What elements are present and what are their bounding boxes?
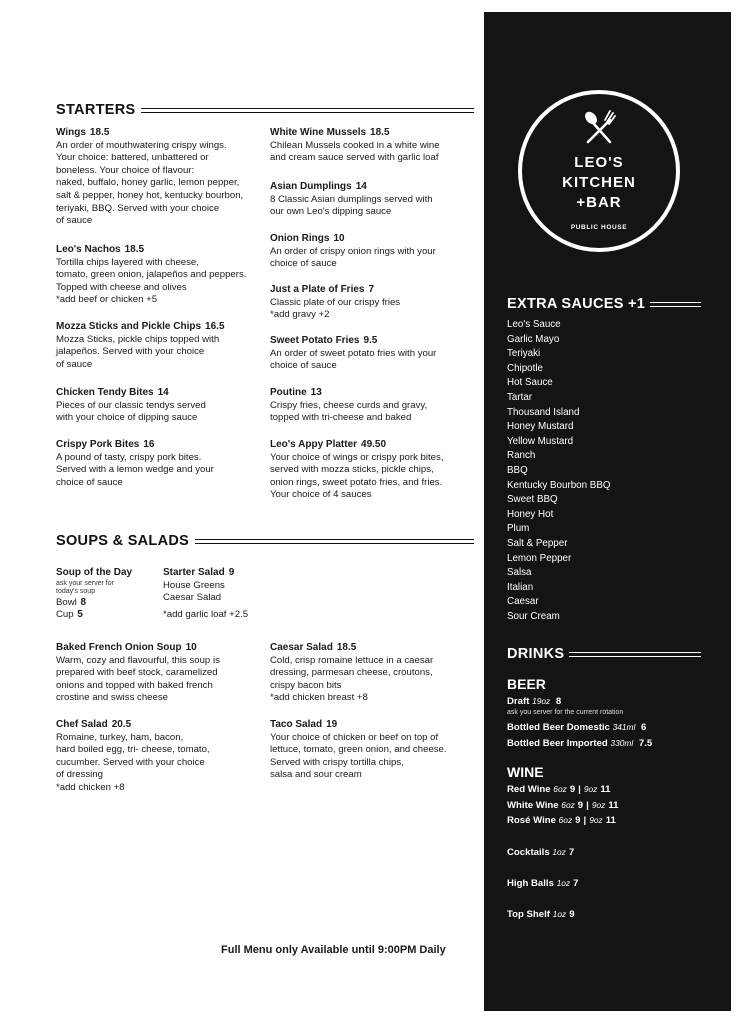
menu-item: [56, 642, 266, 705]
drink-price: 9: [569, 909, 575, 920]
item-line: Warm, cozy and flavourful, this soup is: [56, 654, 220, 666]
drink-price: 9: [575, 815, 581, 827]
logo: [518, 90, 680, 252]
sauce-item: Hot Sauce: [507, 377, 553, 389]
bottled-domestic: [507, 722, 646, 733]
item-add: *add garlic loaf +2.5: [163, 608, 249, 620]
item-name: Mozza Sticks and Pickle Chips: [56, 321, 202, 332]
item-note: today's soup: [56, 588, 96, 596]
item-price: 7: [368, 284, 375, 295]
item-name: Wings: [56, 127, 86, 138]
item-line: salt & pepper, honey hot, kentucky bourbon,: [56, 189, 244, 201]
sauce-item: Thousand Island: [507, 406, 580, 418]
item-price: 18.5: [370, 127, 390, 138]
sauces-title: EXTRA SAUCES +1: [507, 296, 646, 312]
item-name: Leo's Appy Platter: [270, 439, 358, 450]
drink-size: 330ml: [610, 738, 634, 748]
drink-price: 7.5: [638, 738, 653, 749]
item-price: 18.5: [124, 244, 145, 255]
cup-price: 5: [77, 609, 83, 621]
item-line: Mozza Sticks, pickle chips topped with: [56, 333, 220, 345]
item-line: Your choice of chicken or beef on top of: [270, 731, 439, 743]
item-name: Baked French Onion Soup: [56, 642, 182, 653]
item-note: ask your server for: [56, 579, 114, 587]
logo-line1: LEO'S: [574, 154, 624, 171]
drink-size: 6oz: [558, 815, 573, 826]
item-line: onion rings, sweet potato fries, and fries.: [270, 476, 443, 488]
price-separator: |: [586, 799, 589, 811]
heading-rule: [569, 652, 701, 657]
item-price: 9: [228, 567, 235, 578]
drink-price: 11: [608, 799, 619, 811]
item-line: cucumber. Served with your choice: [56, 756, 205, 768]
drink-item: [507, 878, 578, 889]
item-line: Crispy fries, cheese curds and gravy,: [270, 399, 428, 411]
item-line: An order of sweet potato fries with your: [270, 347, 437, 359]
drink-item: [507, 909, 575, 920]
item-line: served with mozza sticks, pickle chips,: [270, 464, 434, 476]
item-price: 20.5: [111, 719, 132, 730]
item-line: and cream sauce served with garlic loaf: [270, 152, 439, 164]
item-name: Crispy Pork Bites: [56, 439, 140, 450]
menu-item: [270, 181, 475, 219]
sauce-item: Ranch: [507, 450, 536, 462]
starters-heading: [56, 102, 474, 118]
item-line: naked, buffalo, honey garlic, lemon pepper,: [56, 177, 240, 189]
price-separator: |: [583, 815, 587, 827]
menu-item: [270, 642, 475, 705]
item-line: *add gravy +2: [270, 309, 330, 321]
item-line: Tortilla chips layered with cheese,: [56, 256, 199, 268]
item-line: of dressing: [56, 769, 103, 781]
menu-item: [56, 321, 266, 371]
beer-heading: BEER: [507, 676, 546, 692]
drink-size: 6oz: [553, 784, 567, 794]
drink-price: 11: [600, 784, 611, 795]
sauce-item: Sweet BBQ: [507, 494, 558, 506]
sauce-item: BBQ: [507, 465, 528, 476]
sauce-item: Caesar: [507, 596, 539, 608]
bowl-label: Bowl: [56, 596, 77, 608]
drinks-heading: [507, 646, 701, 662]
drink-name: High Balls: [507, 878, 554, 889]
item-line: with your choice of dipping sauce: [56, 412, 198, 424]
sauce-item: Honey Mustard: [507, 421, 574, 433]
item-name: Taco Salad: [270, 719, 323, 730]
item-price: 10: [333, 233, 345, 244]
draft-beer: [507, 696, 561, 707]
drink-name: Red Wine: [507, 784, 551, 795]
item-line: hard boiled egg, tri- cheese, tomato,: [56, 744, 210, 756]
fork-knife-icon: [582, 110, 616, 146]
drink-price: 6: [641, 722, 647, 733]
menu-item: [270, 719, 475, 782]
item-price: 13: [310, 387, 322, 398]
item-line: of sauce: [56, 215, 93, 227]
drink-price: 7: [568, 847, 575, 858]
menu-item: [56, 719, 266, 795]
sauce-item: Plum: [507, 523, 530, 535]
item-line: onions and topped with baked french: [56, 679, 213, 691]
menu-item: [56, 127, 266, 228]
item-name: Asian Dumplings: [270, 181, 352, 192]
item-line: An order of crispy onion rings with your: [270, 245, 436, 257]
menu-item: [56, 244, 266, 307]
item-price: 19: [326, 719, 338, 730]
item-name: White Wine Mussels: [270, 127, 367, 138]
item-line: A pound of tasty, crispy pork bites.: [56, 451, 202, 463]
drink-name: Rosé Wine: [507, 815, 556, 827]
item-line: topped with tri-cheese and baked: [270, 412, 412, 424]
footer-note: Full Menu only Available until 9:00PM Daily: [221, 944, 446, 956]
item-line: tomato, green onion, jalapeños and peppers.: [56, 269, 247, 281]
logo-line2: KITCHEN: [562, 174, 636, 191]
drink-size: 19oz: [532, 696, 551, 706]
item-line: 8 Classic Asian dumplings served with: [270, 193, 433, 205]
item-line: Caesar Salad: [163, 592, 222, 604]
drinks-title: DRINKS: [507, 646, 565, 662]
bottled-imported: [507, 738, 652, 749]
drink-size: 9oz: [583, 784, 598, 794]
item-line: prepared with beef stock, caramelized: [56, 667, 218, 679]
drink-size: 341ml: [612, 722, 636, 732]
drink-size: 1oz: [552, 909, 567, 919]
soup-of-the-day: [56, 567, 156, 622]
item-line: Your choice of wings or crispy pork bites,: [270, 451, 444, 463]
drink-size: 9oz: [589, 815, 603, 826]
sauce-item: Yellow Mustard: [507, 435, 574, 447]
item-line: choice of sauce: [56, 476, 123, 488]
wine-item: [507, 800, 619, 811]
wine-item: [507, 815, 616, 826]
menu-item: [56, 439, 266, 489]
soups-heading: [56, 533, 474, 549]
sauce-item: Salsa: [507, 567, 532, 579]
sauce-item: Lemon Pepper: [507, 552, 572, 564]
item-price: 16.5: [205, 321, 225, 332]
drink-name: Bottled Beer Domestic: [507, 722, 610, 733]
side-panel: [484, 12, 731, 1011]
item-line: Cold, crisp romaine lettuce in a caesar: [270, 654, 434, 666]
item-price: 49.50: [361, 439, 387, 450]
item-line: Topped with cheese and olives: [56, 281, 187, 293]
starter-salad: [163, 567, 283, 621]
soups-title: SOUPS & SALADS: [56, 533, 190, 549]
item-name: Just a Plate of Fries: [270, 284, 365, 295]
item-line: choice of sauce: [270, 360, 337, 372]
item-line: jalapeños. Served with your choice: [56, 346, 205, 358]
item-line: of sauce: [56, 358, 93, 370]
item-line: An order of mouthwatering crispy wings.: [56, 139, 227, 151]
drink-name: Cocktails: [507, 847, 550, 858]
drink-size: 6oz: [561, 799, 575, 810]
item-price: 18.5: [89, 127, 110, 138]
drink-price: 8: [555, 696, 562, 707]
item-name: Sweet Potato Fries: [270, 335, 360, 346]
item-line: House Greens: [163, 579, 225, 591]
menu-item: [56, 387, 266, 425]
item-line: Your choice of 4 sauces: [270, 489, 372, 501]
item-line: Classic plate of our crispy fries: [270, 296, 401, 308]
drink-name: Bottled Beer Imported: [507, 738, 608, 749]
heading-rule: [650, 302, 701, 307]
wine-heading: WINE: [507, 764, 544, 780]
sauce-item: Salt & Pepper: [507, 538, 568, 549]
item-line: crispy bacon bits: [270, 679, 342, 691]
item-line: dressing, parmesan cheese, croutons,: [270, 667, 433, 679]
item-price: 14: [355, 181, 367, 192]
menu-item: [270, 284, 475, 322]
sauce-item: Chipotle: [507, 362, 543, 374]
item-name: Chef Salad: [56, 719, 108, 730]
menu-item: [270, 233, 475, 271]
item-line: Chilean Mussels cooked in a white wine: [270, 139, 440, 151]
bowl-price: 8: [80, 596, 87, 608]
item-price: 10: [185, 642, 197, 653]
item-line: choice of sauce: [270, 258, 337, 270]
item-line: Served with crispy tortilla chips,: [270, 756, 404, 768]
item-line: our own Leo's dipping sauce: [270, 206, 392, 218]
item-line: Romaine, turkey, ham, bacon,: [56, 731, 184, 743]
sauce-item: Kentucky Bourbon BBQ: [507, 479, 611, 491]
item-line: boneless. Your choice of flavour:: [56, 164, 195, 176]
menu-item: [270, 439, 475, 502]
item-price: 14: [157, 387, 169, 398]
menu-item: [270, 127, 475, 165]
cup-label: Cup: [56, 609, 74, 621]
menu-item: [270, 387, 475, 425]
item-line: lettuce, tomato, green onion, and cheese.: [270, 744, 447, 756]
item-name: Poutine: [270, 387, 307, 398]
heading-rule: [141, 108, 474, 113]
item-name: Chicken Tendy Bites: [56, 387, 154, 398]
menu-item: [270, 335, 475, 373]
logo-line3: +BAR: [576, 194, 622, 211]
drink-name: White Wine: [507, 799, 559, 811]
item-name: Starter Salad: [163, 567, 225, 578]
sauce-item: Honey Hot: [507, 508, 554, 520]
drink-size: 1oz: [552, 847, 566, 857]
item-line: *add beef or chicken +5: [56, 294, 158, 306]
item-line: crostine and swiss cheese: [56, 692, 168, 704]
starters-title: STARTERS: [56, 102, 136, 118]
item-line: salsa and sour cream: [270, 769, 362, 781]
drink-price: 11: [605, 815, 616, 827]
item-name: Caesar Salad: [270, 642, 333, 653]
sauce-item: Leo's Sauce: [507, 319, 561, 330]
item-line: teriyaki, BBQ. Served with your choice: [56, 202, 220, 214]
item-name: Leo's Nachos: [56, 244, 121, 255]
drink-price: 7: [573, 878, 579, 889]
price-separator: |: [578, 784, 581, 795]
item-price: 9.5: [363, 335, 378, 346]
sauce-item: Garlic Mayo: [507, 333, 560, 345]
sauces-heading: [507, 296, 701, 312]
item-line: Your choice: battered, unbattered or: [56, 152, 209, 164]
item-price: 18.5: [336, 642, 357, 653]
drink-name: Draft: [507, 696, 530, 707]
drink-size: 1oz: [556, 878, 571, 888]
sauce-item: Italian: [507, 581, 534, 593]
sauce-item: Tartar: [507, 392, 533, 403]
drink-size: 9oz: [591, 799, 606, 810]
item-line: *add chicken +8: [56, 781, 125, 793]
drink-name: Top Shelf: [507, 909, 550, 920]
item-price: 16: [143, 439, 155, 450]
logo-subtitle: PUBLIC HOUSE: [570, 224, 628, 231]
drink-price: 9: [569, 784, 576, 795]
draft-note: ask you server for the current rotation: [507, 709, 624, 716]
drink-item: [507, 847, 574, 858]
item-name: Soup of the Day: [56, 567, 133, 578]
sauce-item: Teriyaki: [507, 348, 541, 360]
heading-rule: [195, 539, 474, 544]
item-line: Served with a lemon wedge and your: [56, 464, 214, 476]
wine-item: [507, 784, 611, 795]
item-line: Pieces of our classic tendys served: [56, 399, 206, 411]
sauce-item: Sour Cream: [507, 611, 560, 622]
item-line: *add chicken breast +8: [270, 692, 368, 704]
drink-price: 9: [577, 799, 584, 811]
item-name: Onion Rings: [270, 233, 330, 244]
